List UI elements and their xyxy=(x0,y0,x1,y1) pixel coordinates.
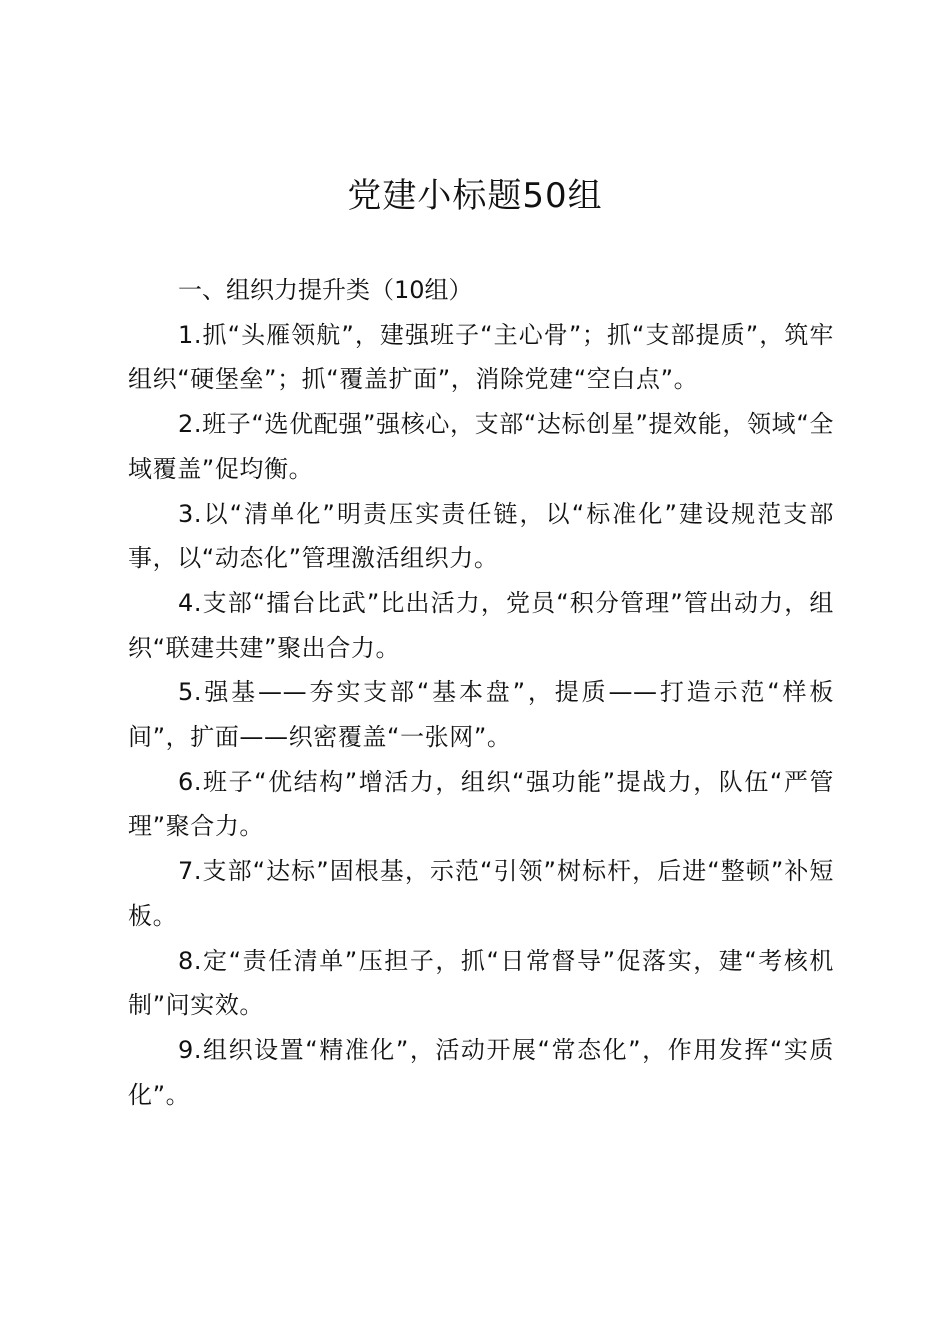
document-title: 党建小标题50组 xyxy=(347,176,603,216)
list-item-9: 9.组织设置“精准化”，活动开展“常态化”，作用发挥“实质化”。 xyxy=(128,1035,834,1109)
list-item-1: 1.抓“头雁领航”，建强班子“主心骨”；抓“支部提质”，筑牢组织“硬堡垒”；抓“覆盖扩面”，消除党建“空白点”。 xyxy=(128,320,834,394)
list-item-7: 7.支部“达标”固根基，示范“引领”树标杆，后进“整顿”补短板。 xyxy=(128,857,834,930)
list-item-4: 4.支部“擂台比武”比出活力，党员“积分管理”管出动力，组织“联建共建”聚出合力。 xyxy=(128,588,834,662)
list-item-8: 8.定“责任清单”压担子，抓“日常督导”促落实，建“考核机制”问实效。 xyxy=(128,946,834,1020)
list-item-5: 5.强基——夯实支部“基本盘”，提质——打造示范“样板间”，扩面——织密覆盖“一张网”。 xyxy=(128,678,834,752)
list-item-3: 3.以“清单化”明责压实责任链，以“标准化”建设规范支部事，以“动态化”管理激活组织力。 xyxy=(128,499,834,573)
list-item-6: 6.班子“优结构”增活力，组织“强功能”提战力，队伍“严管理”聚合力。 xyxy=(128,767,834,841)
list-item-2: 2.班子“选优配强”强核心，支部“达标创星”提效能，领域“全域覆盖”促均衡。 xyxy=(128,410,834,483)
section-heading: 一、组织力提升类（10组） xyxy=(178,276,473,304)
document-body xyxy=(128,268,834,1117)
